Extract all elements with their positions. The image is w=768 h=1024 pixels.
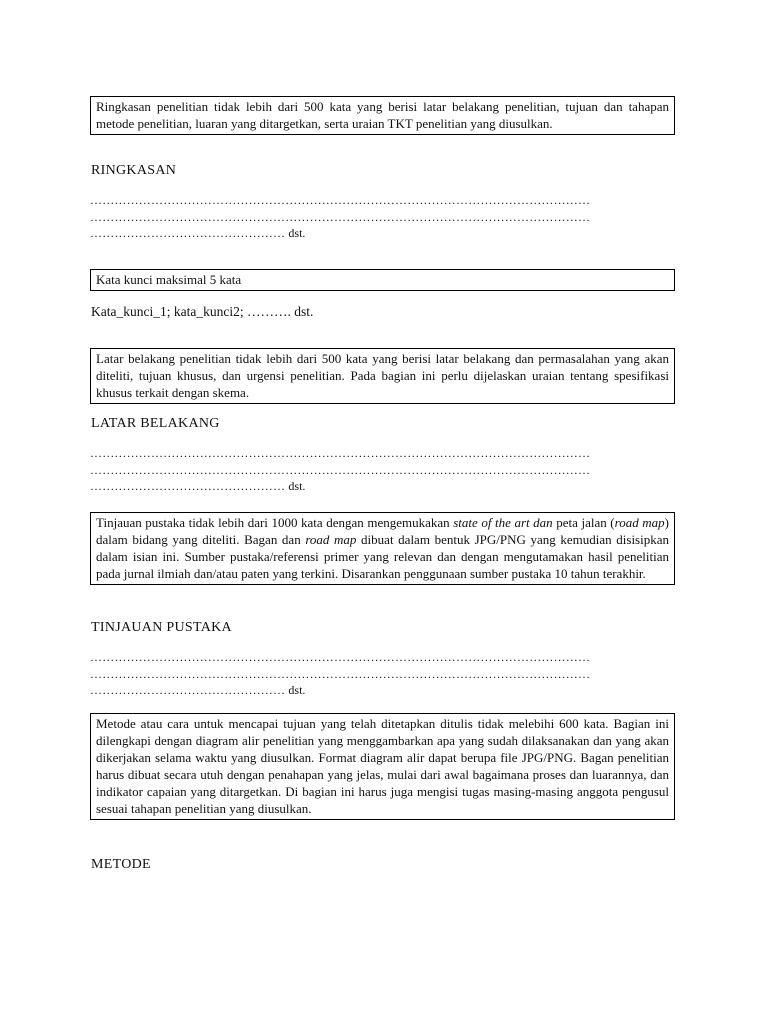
tinjauan-text-3: ) dalam bidang yang diteliti. Bagan dan	[96, 515, 669, 547]
latar-belakang-dots-line-2: ……………………………………………………………………………………………………………	[90, 463, 591, 477]
tinjauan-pustaka-dst: dst.	[288, 683, 306, 697]
latar-belakang-dots-line-3	[90, 478, 680, 495]
tinjauan-pustaka-instruction-box	[90, 512, 675, 585]
tinjauan-pustaka-dots-end: …………………………………………	[90, 683, 286, 697]
ringkasan-dots-line-3	[90, 225, 680, 242]
tinjauan-text-1: Tinjauan pustaka tidak lebih dari 1000 kata dengan mengemukakan	[96, 515, 454, 530]
metode-instruction-box	[90, 713, 675, 820]
ringkasan-instruction-box	[90, 96, 675, 135]
latar-belakang-instruction: Latar belakang penelitian tidak lebih dari 500 kata yang berisi latar belakang dan permasalahan yang akan diteliti, tujuan khusus, dan urgensi penelitian. Pada bagian ini perlu dijelaskan uraian tentang spesifikasi khusus terkait dengan skema.	[96, 351, 669, 400]
tinjauan-pustaka-heading: TINJAUAN PUSTAKA	[91, 620, 232, 635]
tinjauan-pustaka-instruction	[96, 515, 669, 581]
tinjauan-text-4: dibuat dalam bentuk JPG/PNG yang kemudian disisipkan dalam isian ini. Sumber pustaka/referensi primer yang relevan dan dengan mengutamakan hasil penelitian pada jurnal ilmiah dan/atau paten yang terkini. Disarankan penggunaan sumber pustaka 10 tahun terakhir.	[96, 532, 669, 581]
kata-kunci-instruction-box	[90, 269, 675, 291]
latar-belakang-instruction-box	[90, 348, 675, 404]
tinjauan-pustaka-dots-line-3	[90, 682, 680, 699]
latar-belakang-dots-end: …………………………………………	[90, 479, 286, 493]
tinjauan-italic-2: road map	[614, 515, 665, 530]
latar-belakang-dots-line-1: ……………………………………………………………………………………………………………	[90, 446, 591, 460]
metode-instruction: Metode atau cara untuk mencapai tujuan yang telah ditetapkan ditulis tidak melebihi 600 kata. Bagian ini dilengkapi dengan diagram alir penelitian yang menggambarkan apa yang sudah dilaksanakan dan yang akan dikerjakan selama waktu yang diusulkan. Format diagram alir dapat berupa file JPG/PNG. Bagan penelitian harus dibuat secara utuh dengan penahapan yang jelas, mulai dari awal bagaimana proses dan luarannya, dan indikator capaian yang ditargetkan. Di bagian ini harus juga mengisi tugas masing-masing anggota pengusul sesuai tahapan penelitian yang diusulkan.	[96, 716, 669, 816]
tinjauan-italic-1: state of the art dan	[453, 515, 553, 530]
latar-belakang-dst: dst.	[288, 479, 306, 493]
tinjauan-text-2: peta jalan (	[552, 515, 615, 530]
ringkasan-instruction: Ringkasan penelitian tidak lebih dari 500 kata yang berisi latar belakang penelitian, tujuan dan tahapan metode penelitian, luaran yang ditargetkan, serta uraian TKT penelitian yang diusulkan.	[96, 99, 669, 131]
tinjauan-italic-3: road map	[305, 532, 357, 547]
tinjauan-pustaka-dots-line-2: ……………………………………………………………………………………………………………	[90, 667, 591, 681]
ringkasan-dots-line-1: ……………………………………………………………………………………………………………	[90, 193, 591, 207]
metode-heading: METODE	[91, 857, 151, 872]
ringkasan-dst: dst.	[288, 226, 306, 240]
ringkasan-heading: RINGKASAN	[91, 163, 177, 178]
ringkasan-dots-line-2: ……………………………………………………………………………………………………………	[90, 210, 591, 224]
latar-belakang-heading: LATAR BELAKANG	[91, 416, 220, 431]
tinjauan-pustaka-dots-line-1: ……………………………………………………………………………………………………………	[90, 650, 591, 664]
ringkasan-dots-end: …………………………………………	[90, 226, 286, 240]
kata-kunci-instruction: Kata kunci maksimal 5 kata	[96, 272, 242, 287]
kata-kunci-value: Kata_kunci_1; kata_kunci2; ………. dst.	[91, 304, 314, 319]
